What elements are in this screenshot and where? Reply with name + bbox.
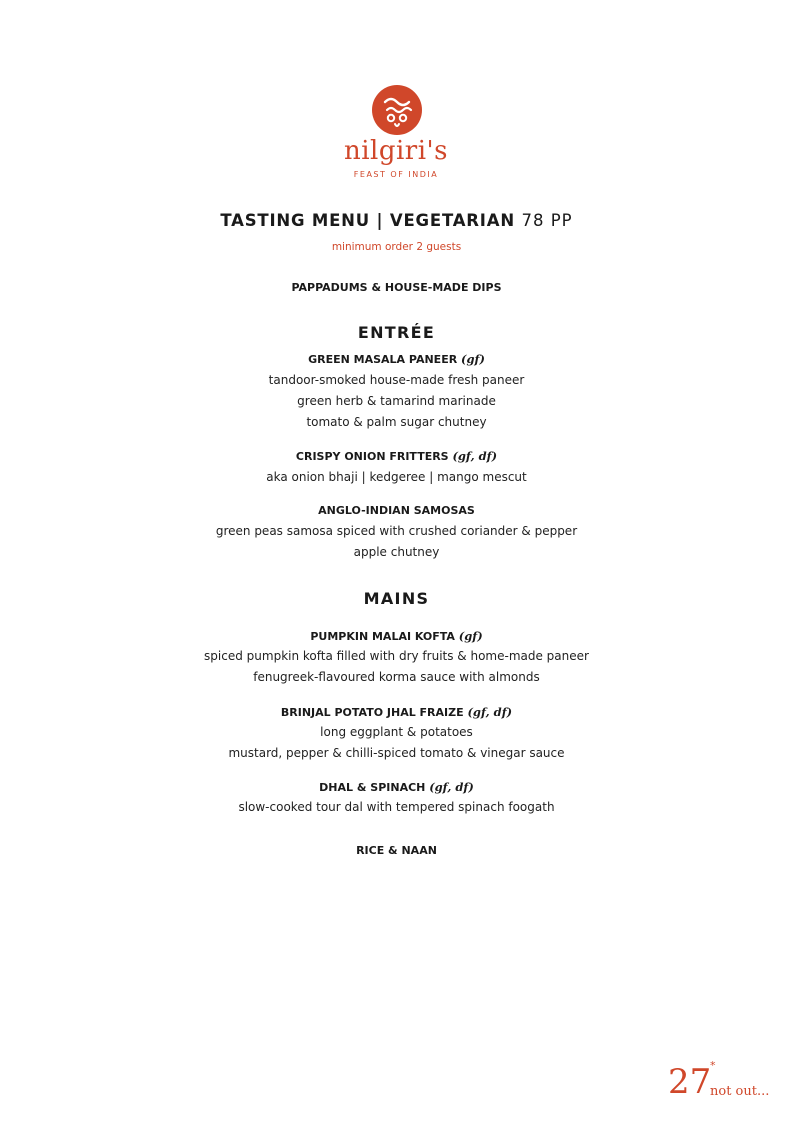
dish-description: tomato & palm sugar chutney [306,415,487,429]
closing-heading: RICE & NAAN [356,844,437,857]
dish-name [0,704,793,721]
dish-description: spiced pumpkin kofta filled with dry fruits & home-made paneer [204,649,589,663]
dietary-tag: (gf, df) [452,449,498,463]
dish-title: BRINJAL POTATO JHAL FRAIZE [280,706,464,719]
dish-name [0,628,793,645]
dish-name [0,351,793,368]
menu-title [0,209,793,233]
dish-description: aka onion bhaji | kedgeree | mango mescut [266,470,527,484]
menu-title-text: TASTING MENU | VEGETARIAN [220,211,515,230]
dish-description: long eggplant & potatoes [320,725,473,739]
menu-price: 78 PP [521,211,573,230]
logo-emblem-icon [371,84,423,136]
dish-title: ANGLO-INDIAN SAMOSAS [318,504,475,517]
logo-wordmark: nilgiri's [343,136,449,166]
badge-number: 27 [668,1062,712,1102]
star-icon: * [710,1059,716,1072]
starter-heading: PAPPADUMS & HOUSE-MADE DIPS [291,281,502,294]
27-not-out-badge [668,1060,778,1110]
dietary-tag: (gf, df) [467,705,513,719]
dish-name [0,503,793,519]
entree-heading: ENTRÉE [357,323,436,342]
dish-description: green herb & tamarind marinade [297,394,496,408]
dietary-tag: (gf) [461,352,485,366]
mains-heading: MAINS [363,589,430,608]
dish-title: CRISPY ONION FRITTERS [295,450,449,463]
minimum-order-note: minimum order 2 guests [331,241,462,253]
dish-description: tandoor-smoked house-made fresh paneer [268,373,525,387]
nilgiris-logo [336,84,456,188]
dish-title: PUMPKIN MALAI KOFTA [310,630,455,643]
dish-title: DHAL & SPINACH [319,781,426,794]
dish-description: slow-cooked tour dal with tempered spinach foogath [238,800,555,814]
dish-description: mustard, pepper & chilli-spiced tomato & vinegar sauce [228,746,565,760]
badge-text: not out... [710,1084,770,1099]
logo-tagline: FEAST OF INDIA [353,170,439,179]
dish-name [0,779,793,796]
dish-title: GREEN MASALA PANEER [308,353,458,366]
dish-description: green peas samosa spiced with crushed coriander & pepper [215,524,578,538]
dietary-tag: (gf) [458,629,483,643]
dish-name [0,448,793,465]
dietary-tag: (gf, df) [429,780,474,794]
dish-description: apple chutney [353,545,440,559]
dish-description: fenugreek-flavoured korma sauce with almonds [253,670,540,684]
